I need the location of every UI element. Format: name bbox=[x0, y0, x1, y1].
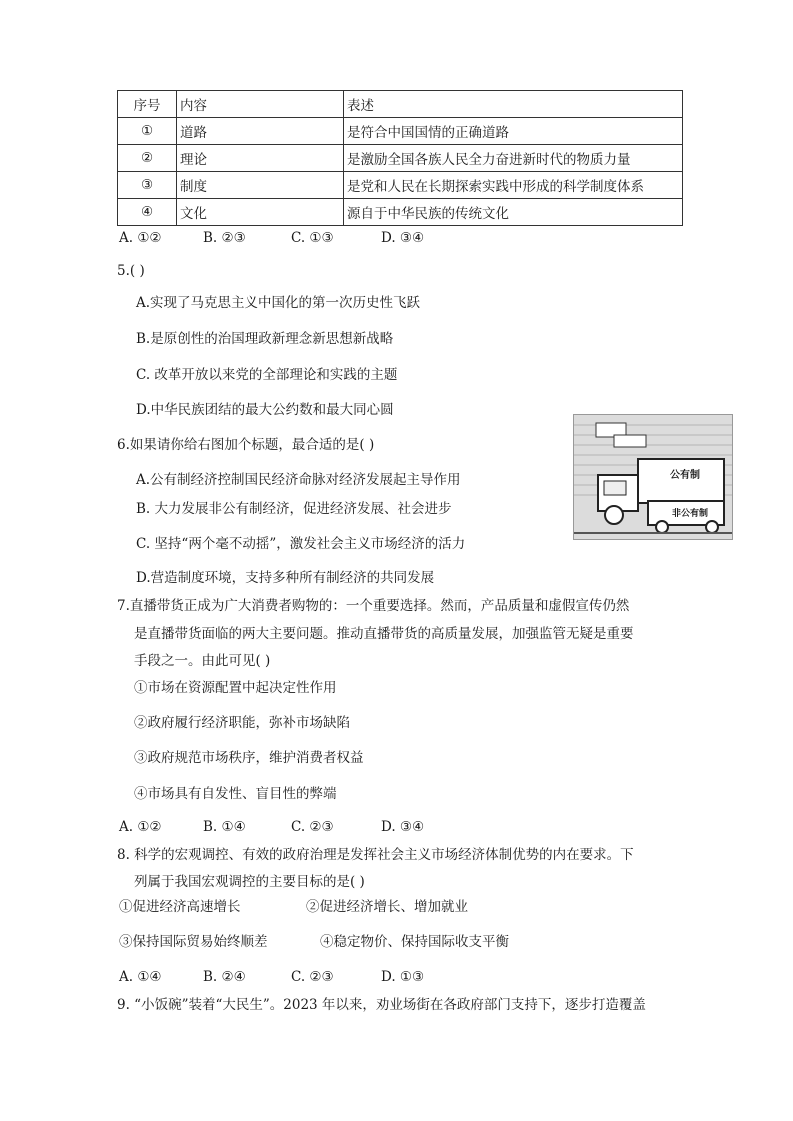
q8-item-1: ①促进经济高速增长 bbox=[119, 899, 241, 915]
q4-option-d: D. ③④ bbox=[381, 230, 425, 246]
table-cell: ① bbox=[118, 118, 177, 145]
q5-option-d: D.中华民族团结的最大公约数和最大同心圆 bbox=[136, 402, 394, 418]
table-cell: 是符合中国国情的正确道路 bbox=[344, 118, 683, 145]
table-cell: 源自于中华民族的传统文化 bbox=[344, 199, 683, 226]
table-cell: 道路 bbox=[177, 118, 344, 145]
table-header-cell: 内容 bbox=[177, 91, 344, 118]
q8-item-4: ④稳定物价、保持国际收支平衡 bbox=[320, 934, 509, 950]
table-row bbox=[118, 145, 683, 172]
q7-stem-line-3: 手段之一。由此可见( ) bbox=[134, 653, 271, 669]
table-cell: 是党和人民在长期探索实践中形成的科学制度体系 bbox=[344, 172, 683, 199]
table-row bbox=[118, 199, 683, 226]
table-cell: ④ bbox=[118, 199, 177, 226]
q4-option-a: A. ①② bbox=[119, 230, 162, 246]
q8-stem-line-1: 8. 科学的宏观调控、有效的政府治理是发挥社会主义市场经济体制优势的内在要求。下 bbox=[117, 847, 634, 863]
table-header-cell: 表述 bbox=[344, 91, 683, 118]
table-header-cell: 序号 bbox=[118, 91, 177, 118]
q8-stem-line-2: 列属于我国宏观调控的主要目标的是( ) bbox=[134, 874, 365, 890]
q6-option-b: B. 大力发展非公有制经济，促进经济发展、社会进步 bbox=[136, 501, 452, 517]
cartoon-label-nonpublic: 非公有制 bbox=[672, 509, 709, 519]
table-cell: 文化 bbox=[177, 199, 344, 226]
q7-option-c: C. ②③ bbox=[291, 819, 334, 835]
q7-item-3: ③政府规范市场秩序，维护消费者权益 bbox=[134, 750, 364, 766]
q7-stem-line-1: 7.直播带货正成为广大消费者购物的：一个重要选择。然而，产品质量和虚假宣传仍然 bbox=[117, 598, 630, 614]
q5-option-b: B.是原创性的治国理政新理念新思想新战略 bbox=[136, 331, 394, 347]
table-cell: 是激励全国各族人民全力奋进新时代的物质力量 bbox=[344, 145, 683, 172]
q4-option-c: C. ①③ bbox=[291, 230, 334, 246]
q8-option-c: C. ②③ bbox=[291, 969, 334, 985]
q8-option-a: A. ①④ bbox=[119, 969, 162, 985]
q7-item-1: ①市场在资源配置中起决定性作用 bbox=[134, 680, 337, 696]
q7-stem-line-2: 是直播带货面临的两大主要问题。推动直播带货的高质量发展，加强监管无疑是重要 bbox=[134, 626, 634, 642]
economy-cartoon-image bbox=[573, 414, 733, 540]
q5-option-a: A.实现了马克思主义中国化的第一次历史性飞跃 bbox=[136, 295, 421, 311]
table-cell: 理论 bbox=[177, 145, 344, 172]
table-cell: ② bbox=[118, 145, 177, 172]
q7-item-2: ②政府履行经济职能，弥补市场缺陷 bbox=[134, 715, 350, 731]
cartoon-label-public: 公有制 bbox=[670, 470, 700, 481]
q8-option-b: B. ②④ bbox=[203, 969, 246, 985]
q6-option-c: C. 坚持“两个毫不动摇”，激发社会主义市场经济的活力 bbox=[136, 536, 466, 552]
q7-item-4: ④市场具有自发性、盲目性的弊端 bbox=[134, 786, 337, 802]
table-cell: 制度 bbox=[177, 172, 344, 199]
q8-option-d: D. ①③ bbox=[381, 969, 425, 985]
q5-stem: 5.( ) bbox=[117, 263, 145, 279]
q6-option-d: D.营造制度环境，支持多种所有制经济的共同发展 bbox=[136, 570, 435, 586]
q4-table bbox=[117, 90, 683, 226]
q9-stem: 9. “小饭碗”装着“大民生”。2023 年以来，劝业场街在各政府部门支持下，逐步打造覆盖 bbox=[117, 997, 646, 1013]
q6-stem: 6.如果请你给右图加个标题，最合适的是( ) bbox=[117, 437, 375, 453]
table-cell: ③ bbox=[118, 172, 177, 199]
q8-item-2: ②促进经济增长、增加就业 bbox=[306, 899, 468, 915]
q5-option-c: C. 改革开放以来党的全部理论和实践的主题 bbox=[136, 367, 398, 383]
q7-option-d: D. ③④ bbox=[381, 819, 425, 835]
table-row bbox=[118, 172, 683, 199]
table-header-row bbox=[118, 91, 683, 118]
q4-option-b: B. ②③ bbox=[203, 230, 246, 246]
table-row bbox=[118, 118, 683, 145]
cartoon-drawing bbox=[574, 415, 732, 539]
q7-option-b: B. ①④ bbox=[203, 819, 246, 835]
q8-item-3: ③保持国际贸易始终顺差 bbox=[119, 934, 268, 950]
q6-option-a: A.公有制经济控制国民经济命脉对经济发展起主导作用 bbox=[136, 472, 461, 488]
q7-option-a: A. ①② bbox=[119, 819, 162, 835]
